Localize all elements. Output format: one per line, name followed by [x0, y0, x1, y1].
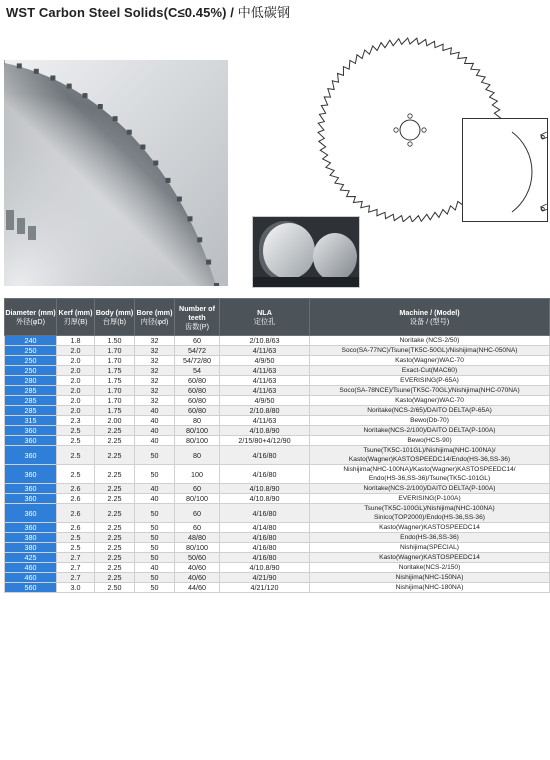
body-cell: 1.70	[95, 386, 135, 396]
nla-cell: 4/11/63	[220, 376, 310, 386]
table-row	[5, 366, 550, 376]
nla-cell: 4/9/50	[220, 356, 310, 366]
nla-cell: 4/11/63	[220, 366, 310, 376]
machine-cell	[310, 336, 550, 346]
nla-cell: 4/11/63	[220, 346, 310, 356]
diameter-cell: 360	[5, 494, 57, 504]
teeth-cell: 54/72	[175, 346, 220, 356]
diameter-cell: 460	[5, 563, 57, 573]
nla-cell: 4/10.8/90	[220, 426, 310, 436]
diameter-cell: 360	[5, 426, 57, 436]
teeth-cell: 100	[175, 465, 220, 484]
machine-line: Endo(HS-36,SS-36)	[400, 534, 459, 541]
machine-line: Nishijima(SPECIAL)	[400, 544, 459, 551]
kerf-cell: 2.7	[57, 563, 95, 573]
nla-cell: 4/16/80	[220, 465, 310, 484]
bore-cell: 50	[135, 465, 175, 484]
teeth-cell: 50/60	[175, 553, 220, 563]
machine-line: Kasto(Wagner)KASTOSPEEDC14/Endo(HS-36,SS-36)	[348, 456, 511, 463]
bore-cell: 50	[135, 533, 175, 543]
body-cell: 2.25	[95, 465, 135, 484]
diameter-cell: 285	[5, 396, 57, 406]
header-machine	[310, 299, 550, 336]
header-diameter-en: Diameter (mm)	[5, 308, 56, 317]
machine-cell	[310, 504, 550, 523]
teeth-cell: 80/100	[175, 494, 220, 504]
header-nla-en: NLA	[257, 308, 272, 317]
nla-cell: 4/10.8/90	[220, 484, 310, 494]
saw-blade-image	[4, 60, 228, 286]
bore-cell: 40	[135, 494, 175, 504]
table-row	[5, 533, 550, 543]
diameter-cell: 360	[5, 523, 57, 533]
kerf-cell: 2.5	[57, 465, 95, 484]
diameter-cell: 360	[5, 465, 57, 484]
diameter-cell: 560	[5, 583, 57, 593]
nla-cell: 2/10.8/63	[220, 336, 310, 346]
teeth-cell: 80	[175, 446, 220, 465]
bore-cell: 40	[135, 426, 175, 436]
table-row	[5, 446, 550, 465]
header-teeth	[175, 299, 220, 336]
teeth-cell: 54	[175, 366, 220, 376]
table-row	[5, 543, 550, 553]
bore-cell: 32	[135, 366, 175, 376]
teeth-cell: 48/80	[175, 533, 220, 543]
bore-cell: 50	[135, 583, 175, 593]
machine-line: Kasto(Wagner)KASTOSPEEDC14	[379, 554, 480, 561]
kerf-cell: 2.0	[57, 386, 95, 396]
body-cell: 2.00	[95, 416, 135, 426]
diameter-cell: 285	[5, 406, 57, 416]
kerf-cell: 2.5	[57, 533, 95, 543]
bore-cell: 50	[135, 446, 175, 465]
machine-line: Nishijima(NHC-100NA)/Kasto(Wagner)KASTOSPEEDC14/	[343, 466, 516, 473]
bore-cell: 32	[135, 336, 175, 346]
diameter-cell: 360	[5, 436, 57, 446]
body-cell: 1.75	[95, 406, 135, 416]
nla-cell: 4/10.8/90	[220, 563, 310, 573]
diameter-cell: 360	[5, 446, 57, 465]
table-row	[5, 346, 550, 356]
machine-line: Noritake(NCS-2/150)	[398, 564, 461, 571]
kerf-cell: 1.8	[57, 336, 95, 346]
nla-cell: 4/9/50	[220, 396, 310, 406]
title-chinese: 中低碳钢	[237, 5, 291, 20]
machine-cell	[310, 484, 550, 494]
nla-cell: 2/10.8/80	[220, 406, 310, 416]
table-row	[5, 465, 550, 484]
machine-line: Tsune(TK5C-100GL)/Nishijima(NHC-100NA)	[364, 505, 495, 512]
header-bore-cn: 内径(φd)	[140, 317, 169, 326]
diameter-cell: 460	[5, 573, 57, 583]
bore-cell: 50	[135, 553, 175, 563]
kerf-cell: 2.7	[57, 553, 95, 563]
body-cell: 1.75	[95, 366, 135, 376]
body-cell: 2.25	[95, 494, 135, 504]
machine-cell	[310, 543, 550, 553]
diameter-cell: 360	[5, 484, 57, 494]
body-cell: 2.25	[95, 436, 135, 446]
bore-cell: 32	[135, 386, 175, 396]
table-row	[5, 436, 550, 446]
body-cell: 2.25	[95, 523, 135, 533]
kerf-cell: 2.6	[57, 504, 95, 523]
machine-line: Exact-Cut(MAC60)	[401, 367, 458, 374]
table-row	[5, 553, 550, 563]
body-cell: 2.25	[95, 533, 135, 543]
bore-cell: 50	[135, 543, 175, 553]
blade-tooth	[177, 197, 182, 202]
teeth-cell: 40/60	[175, 563, 220, 573]
table-row	[5, 336, 550, 346]
bore-cell: 32	[135, 396, 175, 406]
machine-cell	[310, 416, 550, 426]
machine-cell	[310, 356, 550, 366]
machine-line: Bewo(Db-70)	[410, 417, 449, 424]
body-cell: 2.25	[95, 543, 135, 553]
header-kerf-en: Kerf (mm)	[58, 308, 93, 317]
kerf-cell: 2.0	[57, 376, 95, 386]
diameter-cell: 280	[5, 376, 57, 386]
bore-cell: 32	[135, 346, 175, 356]
blade-tooth	[4, 60, 5, 65]
header-machine-cn: 设备 / (型号)	[409, 317, 450, 326]
kerf-cell: 2.0	[57, 346, 95, 356]
teeth-cell: 60	[175, 336, 220, 346]
bore-cell: 40	[135, 484, 175, 494]
table-body	[5, 336, 550, 593]
diameter-cell: 250	[5, 366, 57, 376]
teeth-cell: 54/72/80	[175, 356, 220, 366]
kerf-cell: 2.5	[57, 426, 95, 436]
machine-cell	[310, 376, 550, 386]
table-row	[5, 504, 550, 523]
body-cell: 2.25	[95, 446, 135, 465]
teeth-cell: 44/60	[175, 583, 220, 593]
machine-line: Soco(SA-78NCE)/Tsune(TK5C-70GL)/Nishijima(NHC-070NA)	[339, 387, 520, 394]
teeth-cell: 60/80	[175, 376, 220, 386]
kerf-cell: 2.6	[57, 523, 95, 533]
table-row	[5, 484, 550, 494]
blade-tooth	[67, 84, 72, 89]
header-bore	[135, 299, 175, 336]
machine-line: Noritake(NCS-2/100)/DAITO DELTA(P-100A)	[363, 427, 496, 434]
saw-blade-photo	[4, 60, 228, 286]
machine-line: EVERISING(P-100A)	[398, 495, 461, 502]
kerf-cell: 2.6	[57, 494, 95, 504]
kerf-cell: 2.3	[57, 416, 95, 426]
machine-line: Noritake(NCS-2/65)/DAITO DELTA(P-65A)	[367, 407, 492, 414]
table-row	[5, 416, 550, 426]
body-cell: 1.70	[95, 356, 135, 366]
tooth-detail-zoom	[462, 118, 548, 222]
kerf-cell: 2.5	[57, 446, 95, 465]
blade-tooth	[197, 237, 202, 242]
table-row	[5, 406, 550, 416]
machine-line: Kasto(Wagner)KASTOSPEEDC14	[379, 524, 480, 531]
header-diameter	[5, 299, 57, 336]
machine-cell	[310, 465, 550, 484]
bore-cell: 50	[135, 523, 175, 533]
body-cell: 1.75	[95, 376, 135, 386]
table-row	[5, 563, 550, 573]
header-teeth-cn: 齿数(P)	[185, 321, 209, 331]
machine-line: Bewo(HCS-90)	[407, 437, 452, 444]
header-nla	[220, 299, 310, 336]
bore-cell: 40	[135, 563, 175, 573]
header-kerf	[57, 299, 95, 336]
body-cell: 1.70	[95, 346, 135, 356]
header-teeth-en: Number of teeth	[179, 303, 215, 322]
blade-tooth	[17, 63, 22, 68]
blade-tooth	[153, 161, 158, 166]
bore-cell: 32	[135, 376, 175, 386]
machine-cell	[310, 346, 550, 356]
body-cell: 2.25	[95, 553, 135, 563]
teeth-cell: 40/60	[175, 573, 220, 583]
machine-line: Kasto(Wagner)WAC-70	[395, 357, 464, 364]
machine-cell	[310, 583, 550, 593]
body-cell: 1.70	[95, 396, 135, 406]
bore-cell: 40	[135, 436, 175, 446]
nla-cell: 4/11/63	[220, 416, 310, 426]
machine-cell	[310, 563, 550, 573]
diameter-cell: 250	[5, 346, 57, 356]
table-row	[5, 356, 550, 366]
bore-cell: 40	[135, 406, 175, 416]
header-machine-en: Machine / (Model)	[399, 308, 460, 317]
body-cell: 2.25	[95, 484, 135, 494]
header-body-cn: 台厚(b)	[102, 317, 127, 326]
blade-tooth	[98, 104, 103, 109]
blade-tooth	[214, 283, 219, 286]
blade-tooth	[188, 216, 193, 221]
machine-line: Tsune(TK5C-101GL)/Nishijima(NHC-100NA)/	[363, 447, 496, 454]
diameter-cell: 360	[5, 504, 57, 523]
nla-cell: 4/14/80	[220, 523, 310, 533]
nla-cell: 4/16/80	[220, 553, 310, 563]
body-cell: 2.25	[95, 504, 135, 523]
machine-line: Kasto(Wagner)WAC-70	[395, 397, 464, 404]
machine-cell	[310, 553, 550, 563]
body-cell: 2.25	[95, 426, 135, 436]
diameter-cell: 380	[5, 533, 57, 543]
teeth-cell: 80/100	[175, 426, 220, 436]
machine-cell	[310, 426, 550, 436]
bore-cell: 50	[135, 504, 175, 523]
page-title	[6, 2, 290, 21]
blade-tooth	[206, 260, 211, 265]
header-nla-cn: 定位孔	[253, 317, 276, 326]
table-row	[5, 396, 550, 406]
table-row	[5, 426, 550, 436]
table-header-row	[5, 299, 550, 336]
diameter-cell: 380	[5, 543, 57, 553]
table-row	[5, 376, 550, 386]
machine-line: Endo(HS-36,SS-36)/Tsune(TK5C-101GL)	[368, 475, 491, 482]
teeth-cell: 60/80	[175, 406, 220, 416]
table-row	[5, 386, 550, 396]
bore-cell: 40	[135, 416, 175, 426]
teeth-cell: 60/80	[175, 386, 220, 396]
machine-cell	[310, 396, 550, 406]
bore-cell: 50	[135, 573, 175, 583]
specification-table	[4, 298, 550, 593]
nla-cell: 4/21/90	[220, 573, 310, 583]
body-cell: 2.25	[95, 573, 135, 583]
header-body	[95, 299, 135, 336]
blade-tooth	[127, 130, 132, 135]
machine-cell	[310, 446, 550, 465]
kerf-cell: 3.0	[57, 583, 95, 593]
diameter-cell: 250	[5, 356, 57, 366]
blade-tooth	[50, 76, 55, 81]
kerf-cell: 2.5	[57, 543, 95, 553]
body-cell: 1.50	[95, 336, 135, 346]
body-cell: 2.25	[95, 563, 135, 573]
machine-line: EVERISING(P-65A)	[400, 377, 459, 384]
diameter-cell: 425	[5, 553, 57, 563]
nla-cell: 4/16/80	[220, 446, 310, 465]
blade-tooth	[140, 145, 145, 150]
kerf-cell: 2.5	[57, 436, 95, 446]
machine-line: Noritake(NCS-2/100)/DAITO DELTA(P-100A)	[363, 485, 496, 492]
machine-cell	[310, 406, 550, 416]
kerf-cell: 2.0	[57, 356, 95, 366]
teeth-cell: 80	[175, 416, 220, 426]
machine-cell	[310, 523, 550, 533]
machine-cell	[310, 366, 550, 376]
header-bore-en: Bore (mm)	[136, 308, 173, 317]
teeth-cell: 60	[175, 484, 220, 494]
machine-line: Noritake (NCS-2/50)	[399, 337, 460, 344]
blade-tooth	[113, 116, 118, 121]
nla-cell: 4/16/80	[220, 504, 310, 523]
teeth-cell: 60	[175, 523, 220, 533]
table-row	[5, 523, 550, 533]
nla-cell: 4/16/80	[220, 533, 310, 543]
blade-tooth	[83, 93, 88, 98]
diameter-cell: 315	[5, 416, 57, 426]
teeth-cell: 80/100	[175, 543, 220, 553]
header-kerf-cn: 刃厚(B)	[63, 317, 88, 326]
body-cell: 2.50	[95, 583, 135, 593]
teeth-cell: 80/100	[175, 436, 220, 446]
nla-cell: 4/11/63	[220, 386, 310, 396]
tooth-detail-diagram	[462, 118, 548, 222]
kerf-cell: 2.6	[57, 484, 95, 494]
nla-cell: 4/10.8/90	[220, 494, 310, 504]
header-body-en: Body (mm)	[95, 308, 134, 317]
machine-cell	[310, 386, 550, 396]
machine-line: Sinico(TOP2000)/Endo(HS-36,SS-36)	[374, 514, 485, 521]
kerf-cell: 2.0	[57, 366, 95, 376]
diameter-cell: 285	[5, 386, 57, 396]
table-row	[5, 494, 550, 504]
blade-tooth	[166, 178, 171, 183]
title-english: WST Carbon Steel Solids(C≤0.45%) /	[6, 5, 238, 20]
machine-cell	[310, 494, 550, 504]
machine-line: Nishijima(NHC-150NA)	[395, 574, 464, 581]
machine-cell	[310, 573, 550, 583]
machine-line: Nishijima(NHC-180NA)	[395, 584, 464, 591]
machine-cell	[310, 533, 550, 543]
diameter-cell: 240	[5, 336, 57, 346]
table-row	[5, 583, 550, 593]
blade-tooth	[34, 69, 39, 74]
machine-line: Soco(SA-77NC)/Tsune(TK5C-50GL)/Nishijima(NHC-050NA)	[341, 347, 518, 354]
table-row	[5, 573, 550, 583]
teeth-cell: 60/80	[175, 396, 220, 406]
kerf-cell: 2.0	[57, 406, 95, 416]
kerf-cell: 2.0	[57, 396, 95, 406]
kerf-cell: 2.7	[57, 573, 95, 583]
teeth-cell: 60	[175, 504, 220, 523]
steel-bars-image	[253, 217, 359, 287]
nla-cell: 4/21/120	[220, 583, 310, 593]
nla-cell: 4/16/80	[220, 543, 310, 553]
machine-cell	[310, 436, 550, 446]
bore-cell: 32	[135, 356, 175, 366]
nla-cell: 2/15/80+4/12/90	[220, 436, 310, 446]
cut-steel-inset-photo	[252, 216, 360, 288]
header-diameter-cn: 外径(φD)	[15, 317, 45, 326]
